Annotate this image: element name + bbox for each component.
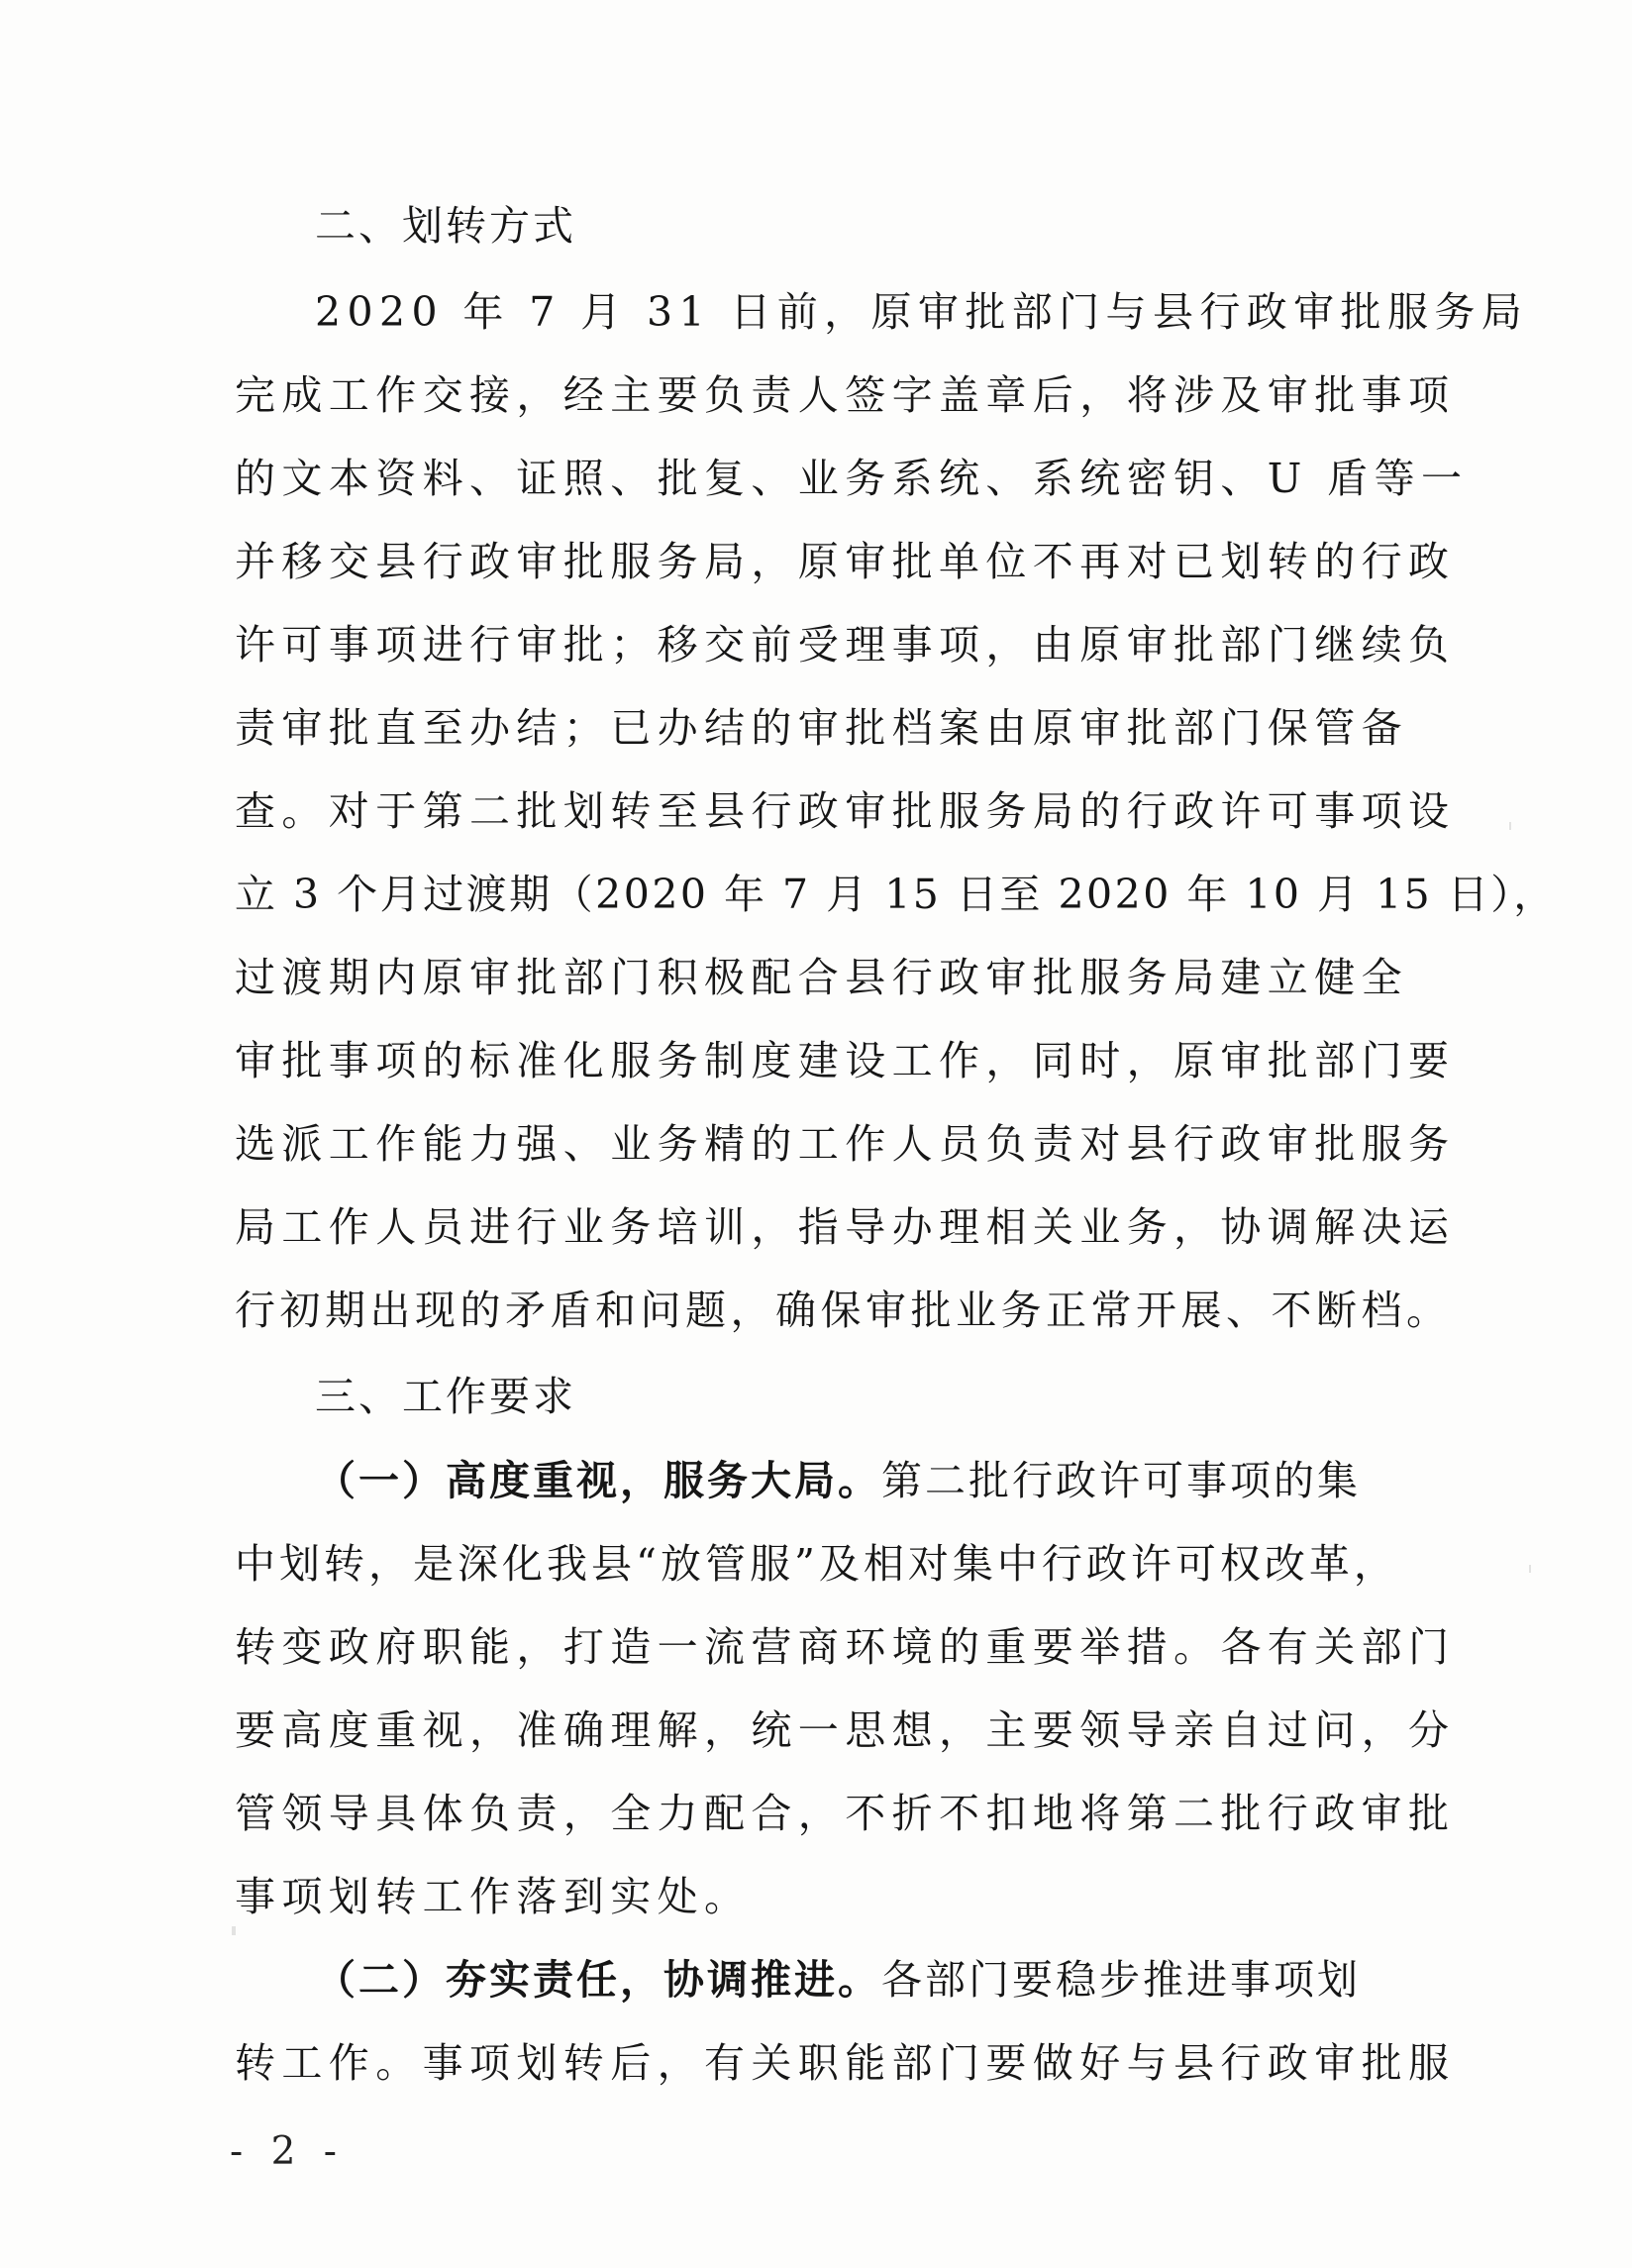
- paragraph-line: 选派工作能力强、业务精的工作人员负责对县行政审批服务: [235, 1120, 1456, 1168]
- paragraph-line: 中划转，是深化我县“放管服”及相对集中行政许可权改革，: [235, 1540, 1398, 1588]
- paragraph-line: 许可事项进行审批；移交前受理事项，由原审批部门继续负: [235, 621, 1456, 669]
- paragraph-line: 2020 年 7 月 31 日前，原审批部门与县行政审批服务局: [315, 288, 1529, 336]
- paragraph-line: 查。对于第二批划转至县行政审批服务局的行政许可事项设: [235, 787, 1456, 835]
- paragraph-line: 审批事项的标准化服务制度建设工作，同时，原审批部门要: [235, 1037, 1456, 1084]
- page-number: - 2 -: [230, 2129, 345, 2174]
- scan-artifact-dot: [232, 1926, 236, 1935]
- scan-artifact-dot: [1529, 1565, 1531, 1573]
- paragraph-line: 并移交县行政审批服务局，原审批单位不再对已划转的行政: [235, 538, 1456, 585]
- paragraph-line-with-bold-lead: （二）夯实责任，协调推进。各部门要稳步推进事项划: [315, 1956, 1361, 2004]
- section-heading-transfer-method: 二、划转方式: [315, 202, 576, 250]
- paragraph-line: 转变政府职能，打造一流营商环境的重要举措。各有关部门: [235, 1623, 1456, 1671]
- paragraph-line: 事项划转工作落到实处。: [235, 1873, 752, 1920]
- paragraph-line-with-bold-lead: （一）高度重视，服务大局。第二批行政许可事项的集: [315, 1457, 1361, 1504]
- paragraph-line: 责审批直至办结；已办结的审批档案由原审批部门保管备: [235, 704, 1408, 752]
- paragraph-line: 过渡期内原审批部门积极配合县行政审批服务局建立健全: [235, 954, 1408, 1001]
- paragraph-line: 行初期出现的矛盾和问题，确保审批业务正常开展、不断档。: [235, 1287, 1452, 1334]
- paragraph-line: 局工作人员进行业务培训，指导办理相关业务，协调解决运: [235, 1203, 1456, 1251]
- bold-lead-2: （二）夯实责任，协调推进。: [315, 1956, 881, 2004]
- paragraph-line: 的文本资料、证照、批复、业务系统、系统密钥、U 盾等一: [235, 455, 1469, 502]
- bold-lead-1: （一）高度重视，服务大局。: [315, 1457, 881, 1504]
- paragraph-line: 转工作。事项划转后，有关职能部门要做好与县行政审批服: [235, 2039, 1456, 2087]
- paragraph-line: 立 3 个月过渡期（2020 年 7 月 15 日至 2020 年 10 月 15 日），: [235, 871, 1557, 918]
- section-heading-work-requirements: 三、工作要求: [315, 1373, 576, 1420]
- paragraph-line: 管领导具体负责，全力配合，不折不扣地将第二批行政审批: [235, 1790, 1456, 1837]
- paragraph-line: 完成工作交接，经主要负责人签字盖章后，将涉及审批事项: [235, 371, 1456, 419]
- paragraph-line: 要高度重视，准确理解，统一思想，主要领导亲自过问，分: [235, 1706, 1456, 1754]
- scan-artifact-dot: [1509, 822, 1511, 830]
